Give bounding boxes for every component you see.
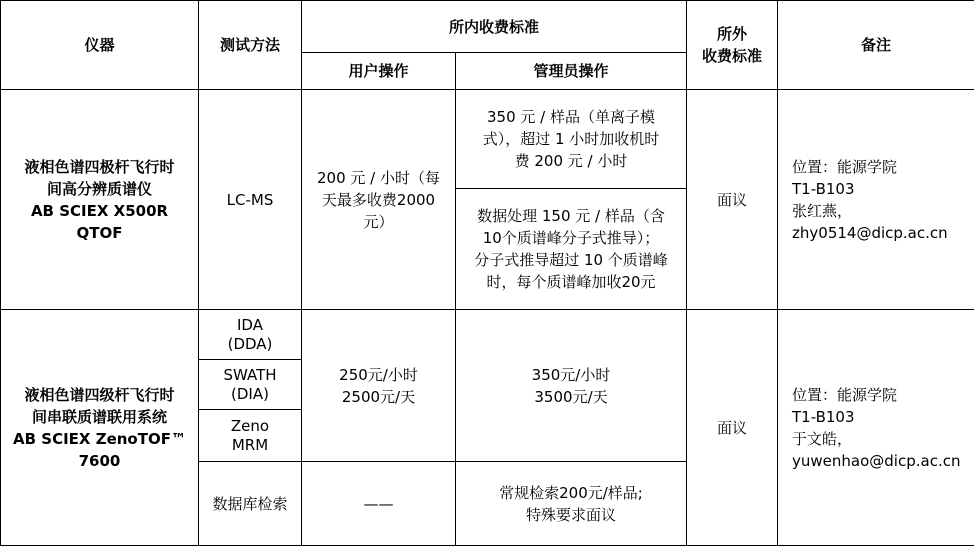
admin-fee-line: 数据处理 150 元 / 样品（含 <box>477 207 665 225</box>
method-cell <box>199 410 302 462</box>
instrument-line: QTOF <box>76 223 123 242</box>
header-instrument: 仪器 <box>1 1 199 90</box>
admin-fee-line: 10个质谱峰分子式推导）； <box>482 229 660 247</box>
header-user-operation: 用户操作 <box>302 53 456 90</box>
method-line: (DDA) <box>227 334 273 353</box>
remark-line: 张红燕， <box>792 201 853 220</box>
method-cell: LC-MS <box>199 90 302 310</box>
instrument-line: AB SCIEX ZenoTOF™ <box>13 429 186 448</box>
instrument-line: 液相色谱四极杆飞行时 <box>24 157 175 176</box>
admin-fee-line: 350元/小时 <box>531 365 611 384</box>
admin-fee-cell <box>456 90 687 189</box>
user-fee-cell <box>302 90 456 310</box>
remark-line: T1-B103 <box>792 179 855 198</box>
admin-fee-line: 350 元 / 样品（单离子模 <box>487 108 655 126</box>
header-external-fee <box>687 1 778 90</box>
admin-fee-line: 3500元/天 <box>534 387 608 406</box>
admin-fee-cell <box>456 310 687 462</box>
remark-line: yuwenhao@dicp.ac.cn <box>792 451 961 470</box>
instrument-cell <box>1 90 199 310</box>
remark-line: zhy0514@dicp.ac.cn <box>792 223 948 242</box>
instrument-line: AB SCIEX X500R <box>30 201 169 220</box>
remarks-cell <box>778 90 974 310</box>
user-fee-line: 2500元/天 <box>341 387 416 406</box>
user-fee-cell <box>302 310 456 462</box>
header-method: 测试方法 <box>199 1 302 90</box>
user-fee-line: 200 元 / 小时（每 <box>317 168 440 187</box>
instrument-line: 7600 <box>78 451 121 470</box>
user-fee-line: 元） <box>363 212 394 231</box>
instrument-line: 间串联质谱联用系统 <box>31 407 167 426</box>
instrument-line: 液相色谱四级杆飞行时 <box>24 385 175 404</box>
admin-fee-line: 常规检索200元/样品; <box>499 483 643 502</box>
external-fee-cell: 面议 <box>687 310 778 546</box>
method-cell <box>199 360 302 410</box>
method-line: MRM <box>231 435 269 454</box>
instrument-line: 间高分辨质谱仪 <box>46 179 152 198</box>
header-admin-operation: 管理员操作 <box>456 53 687 90</box>
admin-fee-line: 特殊要求面议 <box>526 505 617 524</box>
method-line: IDA <box>237 315 263 334</box>
remark-line: 位置：能源学院 <box>792 157 898 176</box>
remark-line: T1-B103 <box>792 407 855 426</box>
method-line: (DIA) <box>231 384 269 403</box>
method-line: Zeno <box>230 416 270 435</box>
remark-line: 于文皓， <box>792 429 853 448</box>
header-internal-fee: 所内收费标准 <box>302 1 687 53</box>
admin-fee-line: 时，每个质谱峰加收20元 <box>486 273 656 291</box>
admin-fee-cell <box>456 462 687 546</box>
method-line: SWATH <box>223 365 277 384</box>
admin-fee-cell <box>456 189 687 310</box>
remark-line: 位置：能源学院 <box>792 385 898 404</box>
admin-fee-line: 分子式推导超过 10 个质谱峰 <box>474 251 668 269</box>
instrument-cell <box>1 310 199 546</box>
user-fee-line: 250元/小时 <box>339 365 418 384</box>
header-external-line: 收费标准 <box>702 47 763 65</box>
method-cell: 数据库检索 <box>199 462 302 546</box>
user-fee-line: 天最多收费2000 <box>321 190 436 209</box>
method-cell <box>199 310 302 360</box>
external-fee-cell: 面议 <box>687 90 778 310</box>
admin-fee-line: 费 200 元 / 小时 <box>514 152 628 170</box>
header-remarks: 备注 <box>778 1 974 90</box>
admin-fee-line: 式），超过 1 小时加收机时 <box>482 130 660 148</box>
remarks-cell <box>778 310 974 546</box>
header-external-line: 所外 <box>717 25 748 43</box>
user-fee-cell: —— <box>302 462 456 546</box>
